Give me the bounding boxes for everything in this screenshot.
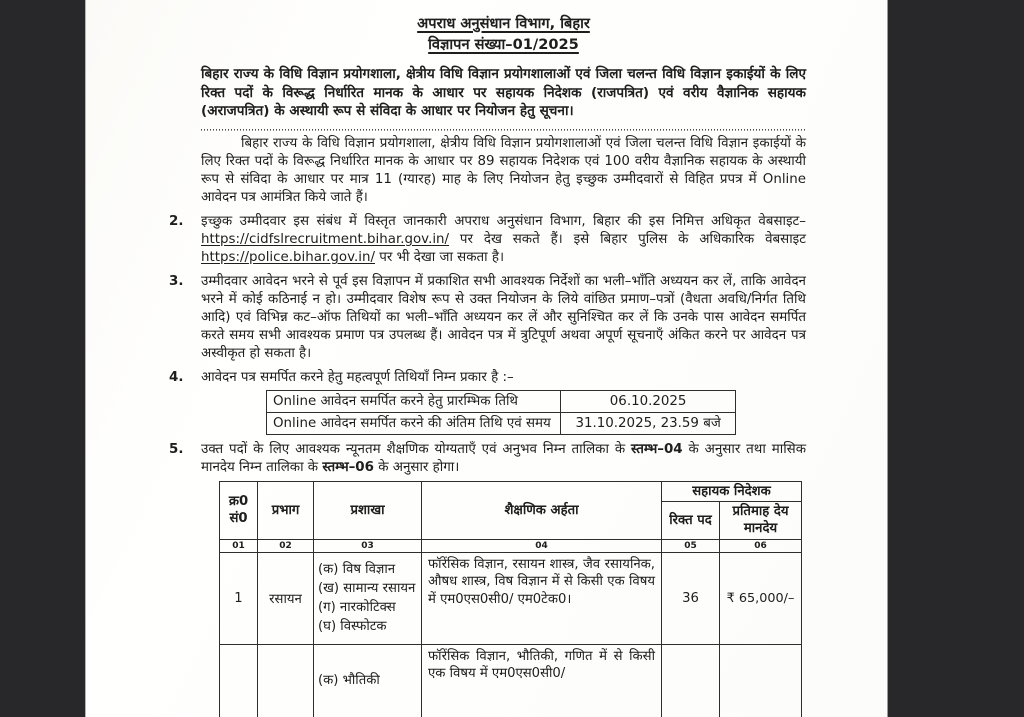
row2-honorarium [720, 644, 802, 717]
row1-branch-3: (ग) नारकोटिक्स [318, 600, 396, 616]
dotted-separator [201, 128, 806, 131]
header-assistant-director-group: सहायक निदेशक [662, 481, 802, 501]
list-item-4 [169, 369, 806, 387]
item-2-text-before: इच्छुक उम्मीदवार इस संबंध में विस्तृत जानकारी अपराध अनुसंधान विभाग, बिहार की इस निमित्त अधिकृत वेबसाइट– [201, 213, 806, 229]
column-number-01: 01 [220, 539, 258, 552]
item-2-text [201, 213, 806, 267]
recruitment-website-url: https://cidfslrecruitment.bihar.gov.in/ [201, 231, 450, 247]
start-date-label: Online आवेदन समर्पित करने हेतु प्रारम्भिक तिथि [267, 390, 561, 412]
start-date-value: 06.10.2025 [561, 390, 736, 412]
list-item-2 [169, 213, 806, 267]
document-header [201, 13, 806, 55]
column-number-03: 03 [314, 539, 422, 552]
header-vacant-posts: रिक्त पद [662, 501, 720, 539]
list-item-5 [169, 441, 806, 477]
item-5-seg2: के अनुसार तथा मासिक मानदेय निम्न तालिका के [201, 441, 806, 475]
row1-honorarium: ₹ 65,000/– [720, 552, 802, 644]
table-row-chemistry [220, 552, 802, 644]
row1-division: रसायन [258, 552, 314, 644]
row2-division [258, 644, 314, 717]
header-division: प्रभाग [258, 481, 314, 539]
item-5-seg1: उक्त पदों के लिए आवश्यक न्यूनतम शैक्षणिक योग्यताएँ एवं अनुभव निम्न तालिका के [201, 441, 631, 457]
list-item-3 [169, 273, 806, 363]
column-number-06: 06 [720, 539, 802, 552]
column-number-05: 05 [662, 539, 720, 552]
dates-table-row-start [267, 390, 736, 412]
item-5-number: 5. [169, 441, 184, 457]
row1-serial: 1 [220, 552, 258, 644]
column-number-04: 04 [422, 539, 662, 552]
dates-table-row-end [267, 412, 736, 434]
subject-paragraph: बिहार राज्य के विधि विज्ञान प्रयोगशाला, क्षेत्रीय विधि विज्ञान प्रयोगशालाओं एवं जिला चलन्त विधि विज्ञान इकाईयों के लिए रिक्त पदों के विरूद्ध निर्धारित मानक के आधार पर सहायक निदेशक (राजपत्रित) एवं वरीय वैज्ञानिक सहायक (अराजपत्रित) के अस्थायी रूप से संविदा के आधार पर नियोजन हेतु सूचना। [201, 66, 806, 120]
header-serial-no: क्र0 सं0 [220, 481, 258, 539]
document-page [85, 0, 888, 717]
column-number-row [220, 539, 802, 552]
item-2-text-mid: पर देख सकते हैं। इसे बिहार पुलिस के अधिकारिक वेबसाइट [449, 231, 806, 247]
row2-vacancies [662, 644, 720, 717]
advertisement-number: विज्ञापन संख्या–01/2025 [428, 36, 579, 53]
row1-branch-4: (घ) विस्फोटक [318, 619, 387, 635]
item-5-text [201, 441, 806, 477]
end-date-label: Online आवेदन समर्पित करने की अंतिम तिथि एवं समय [267, 412, 561, 434]
end-date-value: 31.10.2025, 23.59 बजे [561, 412, 736, 434]
row1-branch-1: (क) विष विज्ञान [318, 562, 396, 578]
item-5-seg3: के अनुसार होगा। [373, 459, 460, 475]
row1-branch-2: (ख) सामान्य रसायन [318, 581, 416, 597]
opening-paragraph: बिहार राज्य के विधि विज्ञान प्रयोगशाला, क्षेत्रीय विधि विज्ञान प्रयोगशालाओं एवं जिला चलन्त विधि विज्ञान इकाईयों के लिए रिक्त पदों के विरूद्ध निर्धारित मानक के आधार पर 89 सहायक निदेशक एवं 100 वरीय वैज्ञानिक सहायक के अस्थायी रूप से संविदा के आधार पर मात्र 11 (ग्यारह) माह के लिए नियोजन हेतु इच्छुक उम्मीदवारों से विहित प्रपत्र में Online आवेदन पत्र आमंत्रित किये जाते हैं। [201, 135, 806, 205]
vacancy-table [219, 481, 802, 717]
department-title: अपराध अनुसंधान विभाग, बिहार [417, 15, 590, 32]
document-content [169, 0, 806, 717]
row2-branches [314, 644, 422, 717]
row1-vacancies: 36 [662, 552, 720, 644]
table-row-physics [220, 644, 802, 717]
item-3-text: उम्मीदवार आवेदन भरने से पूर्व इस विज्ञापन में प्रकाशित सभी आवश्यक निर्देशों का भली–भाँति अध्ययन कर लें, ताकि आवेदन भरने में कोई कठिनाई न हो। उम्मीदवार विशेष रूप से उक्त नियोजन के लिये वांछित प्रमाण–पत्रों (वैधता अवधि/निर्गत तिथि आदि) एवं विभिन्न कट–ऑफ तिथियों का भली–भाँति अध्ययन कर लें और सुनिश्चित कर लें कि उनके पास आवेदन समर्पित करते समय सभी आवश्यक प्रमाण पत्र उपलब्ध हैं। आवेदन पत्र में त्रुटिपूर्ण अथवा अपूर्ण सूचनाएँ अंकित करने पर आवेदन पत्र अस्वीकृत हो सकता है। [201, 273, 806, 361]
item-4-text: आवेदन पत्र समर्पित करने हेतु महत्वपूर्ण तिथियाँ निम्न प्रकार है :– [201, 369, 514, 385]
vacancy-table-header-row [220, 481, 802, 501]
header-qualification: शैक्षणिक अर्हता [422, 481, 662, 539]
police-website-url: https://police.bihar.gov.in/ [201, 249, 375, 265]
column-number-02: 02 [258, 539, 314, 552]
item-2-number: 2. [169, 213, 184, 229]
item-4-number: 4. [169, 369, 184, 385]
item-2-text-after: पर भी देखा जा सकता है। [375, 249, 505, 265]
row1-qualification: फॉरेंसिक विज्ञान, रसायन शास्त्र, जैव रसायनिक, औषध शास्त्र, विष विज्ञान में से किसी एक विषय में एम0एस0सी0/ एम0टेक0। [422, 552, 662, 644]
row2-serial [220, 644, 258, 717]
row2-branch-1: (क) भौतिकी [318, 672, 380, 688]
item-5-column-04: स्तम्भ–04 [630, 441, 683, 457]
item-3-number: 3. [169, 273, 184, 289]
header-branch: प्रशाखा [314, 481, 422, 539]
header-monthly-honorarium: प्रतिमाह देय मानदेय [720, 501, 802, 539]
row1-branches [314, 552, 422, 644]
row2-qualification: फॉरेंसिक विज्ञान, भौतिकी, गणित में से किसी एक विषय में एम0एस0सी0/ [422, 644, 662, 717]
item-5-column-06: स्तम्भ–06 [322, 459, 374, 475]
important-dates-table [266, 390, 736, 435]
